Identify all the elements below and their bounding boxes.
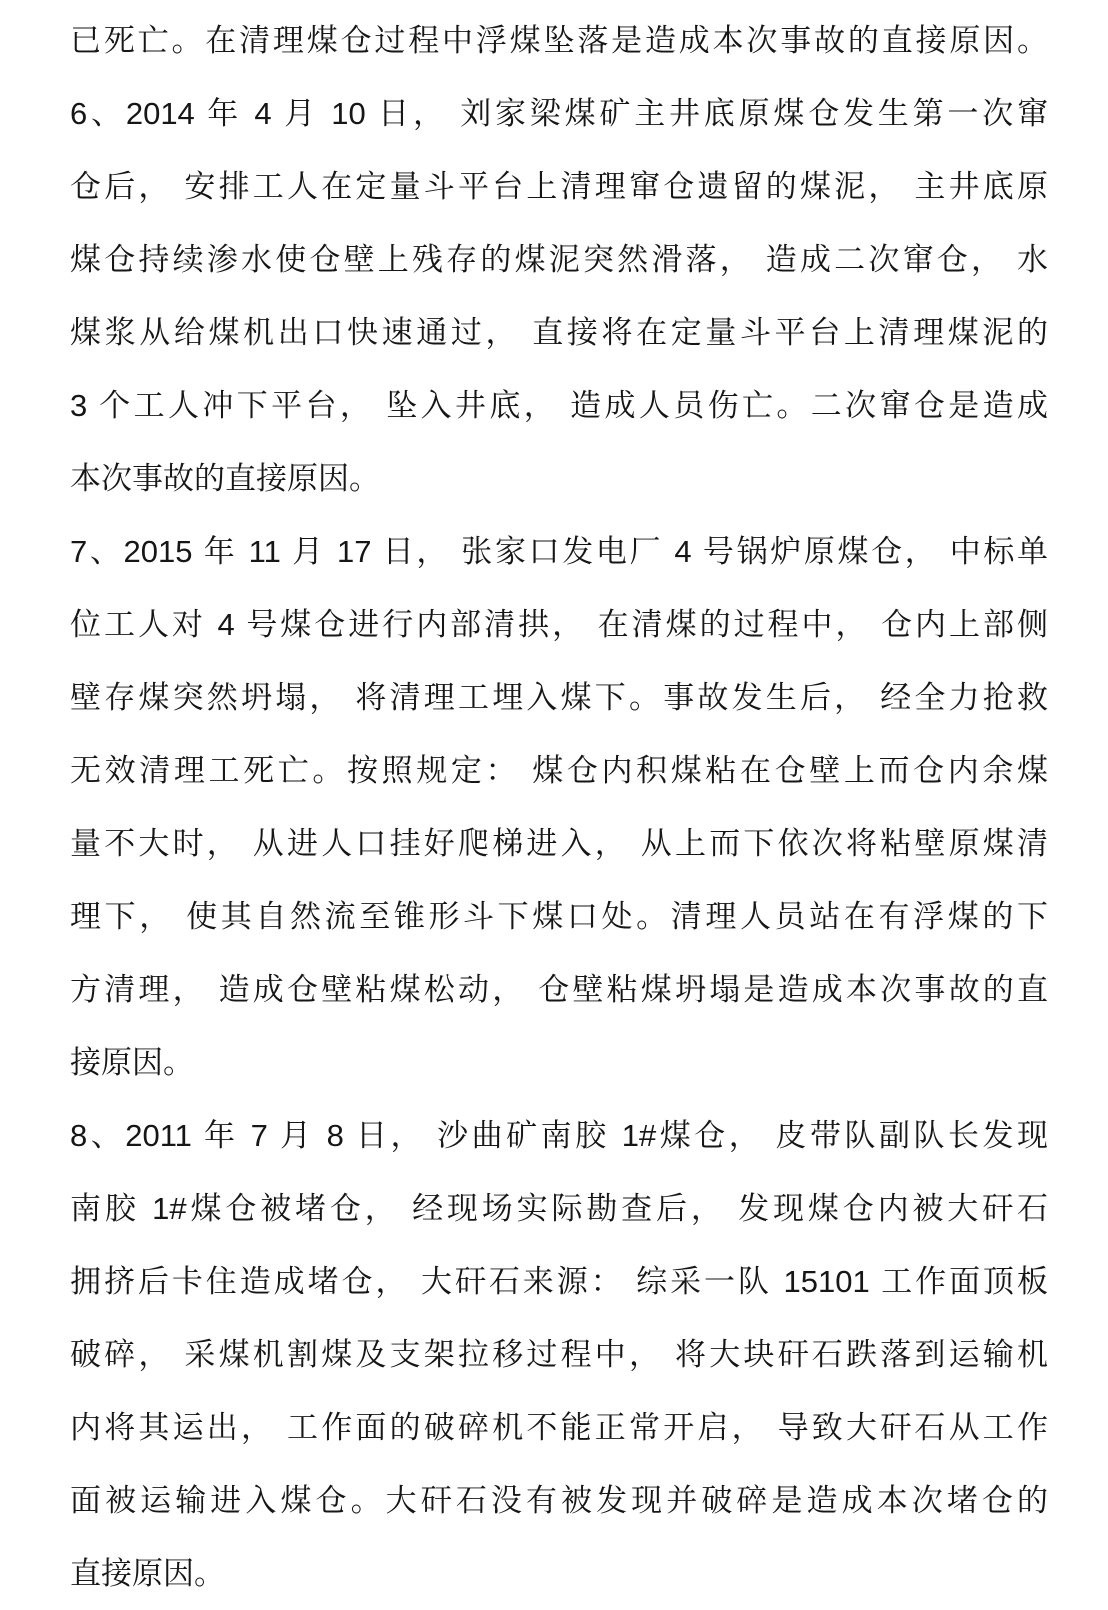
- text-line: 8、2011 年 7 月 8 日， 沙曲矿南胶 1#煤仓， 皮带队副队长发现: [70, 1118, 1048, 1153]
- document-page: [70, 4, 1048, 1610]
- text-line: 煤仓持续渗水使仓壁上残存的煤泥突然滑落， 造成二次窜仓， 水: [70, 242, 1048, 277]
- text-line: 壁存煤突然坍塌， 将清理工埋入煤下。事故发生后， 经全力抢救: [70, 680, 1048, 715]
- text-line: 面被运输进入煤仓。大矸石没有被发现并破碎是造成本次堵仓的: [70, 1483, 1048, 1518]
- text-line: 破碎， 采煤机割煤及支架拉移过程中， 将大块矸石跌落到运输机: [70, 1337, 1048, 1372]
- text-line: 接原因。: [70, 1045, 194, 1080]
- text-line: 无效清理工死亡。按照规定： 煤仓内积煤粘在仓壁上而仓内余煤: [70, 753, 1048, 788]
- text-line: 方清理， 造成仓壁粘煤松动， 仓壁粘煤坍塌是造成本次事故的直: [70, 972, 1048, 1007]
- text-line: 理下， 使其自然流至锥形斗下煤口处。清理人员站在有浮煤的下: [70, 899, 1048, 934]
- text-line: 3 个工人冲下平台， 坠入井底， 造成人员伤亡。二次窜仓是造成: [70, 388, 1048, 423]
- text-line: 南胶 1#煤仓被堵仓， 经现场实际勘查后， 发现煤仓内被大矸石: [70, 1191, 1048, 1226]
- text-line: 仓后， 安排工人在定量斗平台上清理窜仓遗留的煤泥， 主井底原: [70, 169, 1048, 204]
- text-line: 已死亡。在清理煤仓过程中浮煤坠落是造成本次事故的直接原因。: [70, 23, 1048, 58]
- text-line: 直接原因。: [70, 1556, 225, 1591]
- text-line: 7、2015 年 11 月 17 日， 张家口发电厂 4 号锅炉原煤仓， 中标单: [70, 534, 1048, 569]
- text-line: 量不大时， 从进人口挂好爬梯进入， 从上而下依次将粘壁原煤清: [70, 826, 1048, 861]
- text-line: 本次事故的直接原因。: [70, 461, 380, 496]
- text-line: 拥挤后卡住造成堵仓， 大矸石来源： 综采一队 15101 工作面顶板: [70, 1264, 1048, 1299]
- text-line: 内将其运出， 工作面的破碎机不能正常开启， 导致大矸石从工作: [70, 1410, 1048, 1445]
- text-line: 位工人对 4 号煤仓进行内部清拱， 在清煤的过程中， 仓内上部侧: [70, 607, 1048, 642]
- text-line: 6、2014 年 4 月 10 日， 刘家梁煤矿主井底原煤仓发生第一次窜: [70, 96, 1048, 131]
- text-line: 煤浆从给煤机出口快速通过， 直接将在定量斗平台上清理煤泥的: [70, 315, 1048, 350]
